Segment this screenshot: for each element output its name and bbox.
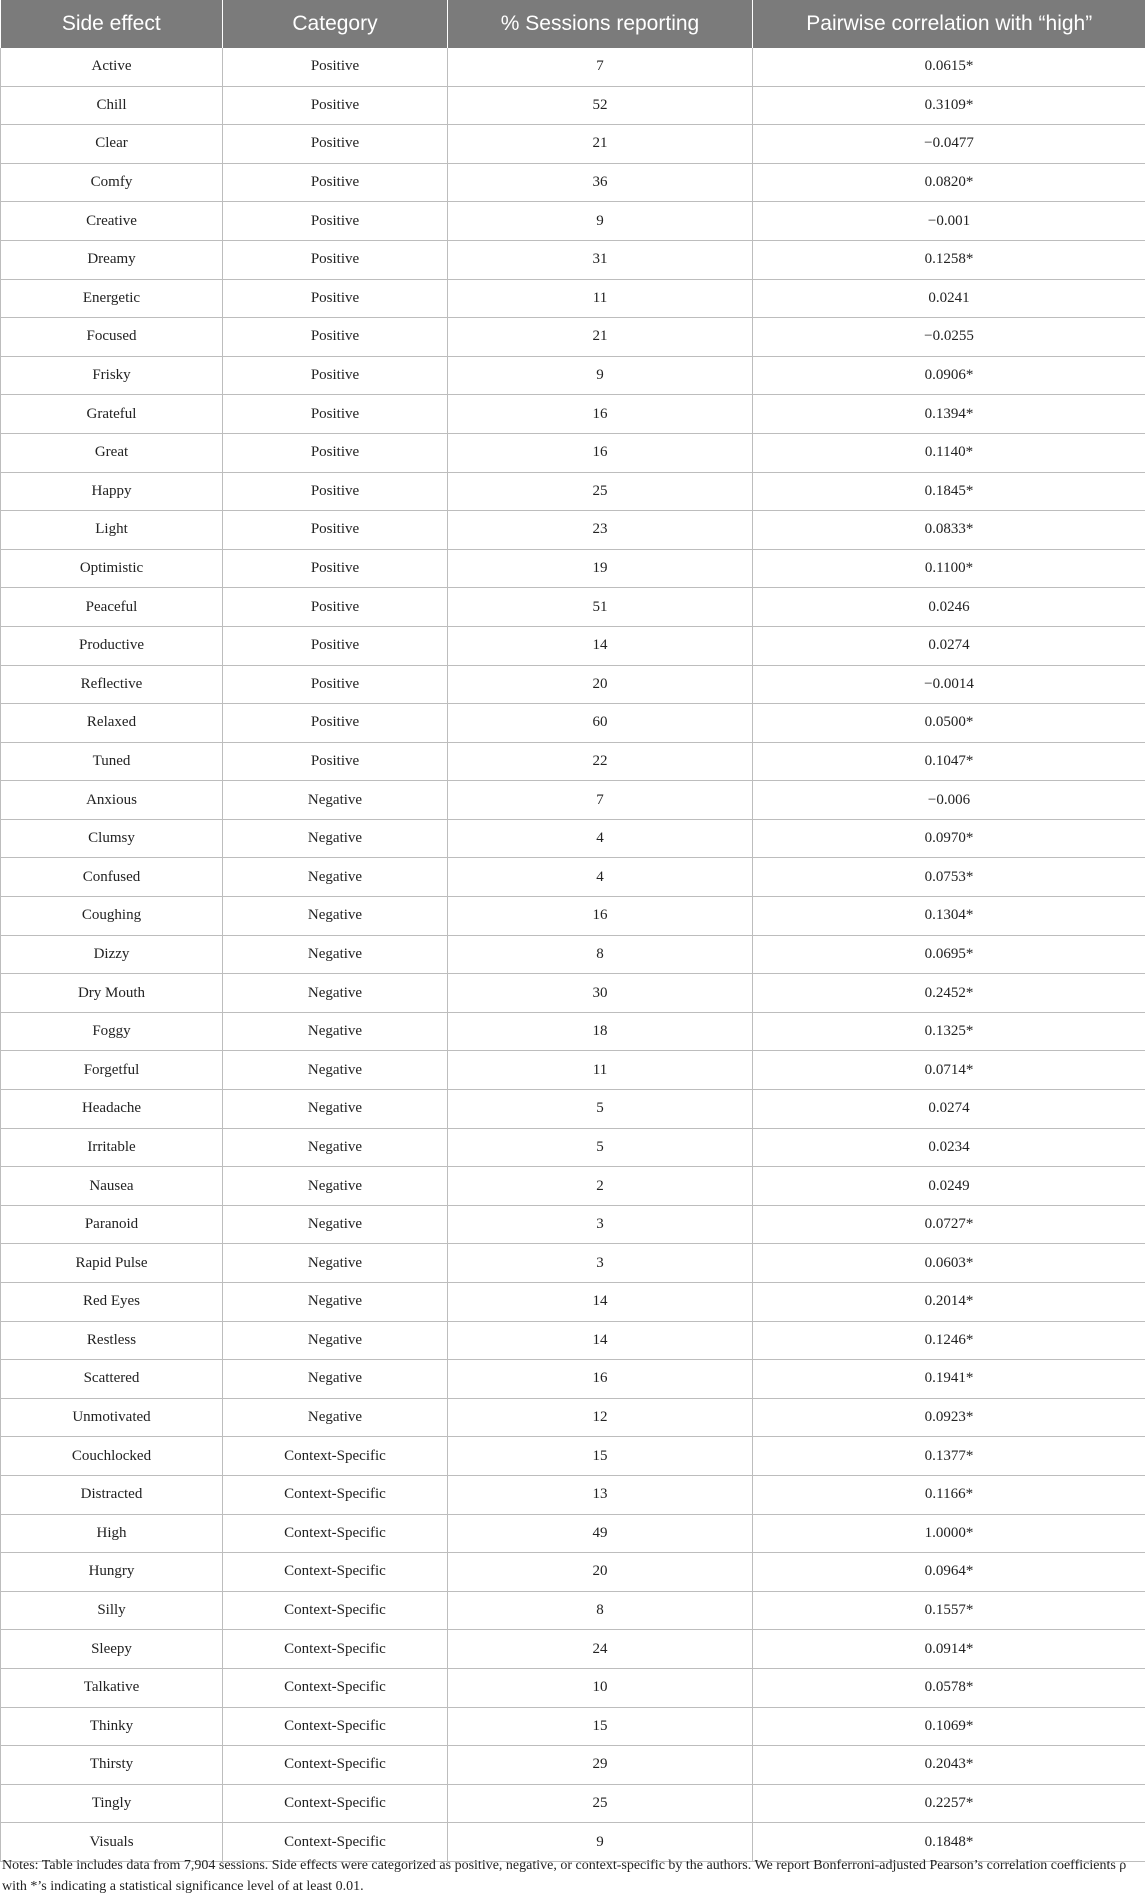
cell-correlation: 0.0615* [753, 48, 1145, 86]
cell-side-effect: Unmotivated [1, 1398, 223, 1437]
cell-side-effect: Optimistic [1, 549, 223, 588]
table-row [1, 704, 1145, 743]
cell-correlation: 0.0714* [753, 1051, 1145, 1090]
cell-correlation: 0.0274 [753, 1090, 1145, 1129]
cell-side-effect: Active [1, 48, 223, 86]
table-body [1, 48, 1145, 1861]
cell-side-effect: Headache [1, 1090, 223, 1129]
table-row [1, 1205, 1145, 1244]
cell-category: Negative [223, 1051, 448, 1090]
cell-correlation: 0.2014* [753, 1283, 1145, 1322]
cell-sessions-reporting: 14 [448, 626, 753, 665]
table-notes: Notes: Table includes data from 7,904 sessions. Side effects were categorized as positive, negative, or context-specific by the authors. We report Bonferroni-adjusted Pearson’s correlation coefficients ρ with *’s indicating a statistical significance level of at least 0.01. [2, 1858, 1127, 1894]
table-row [1, 1437, 1145, 1476]
table-row [1, 1475, 1145, 1514]
cell-sessions-reporting: 4 [448, 858, 753, 897]
cell-correlation: 0.2452* [753, 974, 1145, 1013]
table-row [1, 1244, 1145, 1283]
cell-category: Positive [223, 318, 448, 357]
cell-side-effect: Productive [1, 626, 223, 665]
table-row [1, 318, 1145, 357]
cell-category: Positive [223, 704, 448, 743]
cell-side-effect: Creative [1, 202, 223, 241]
cell-side-effect: Red Eyes [1, 1283, 223, 1322]
table-row [1, 433, 1145, 472]
table-row [1, 819, 1145, 858]
cell-category: Context-Specific [223, 1784, 448, 1823]
cell-side-effect: Sleepy [1, 1630, 223, 1669]
cell-side-effect: Thinky [1, 1707, 223, 1746]
cell-correlation: −0.001 [753, 202, 1145, 241]
table-row [1, 858, 1145, 897]
cell-side-effect: Relaxed [1, 704, 223, 743]
cell-category: Negative [223, 819, 448, 858]
cell-side-effect: Paranoid [1, 1205, 223, 1244]
table-row [1, 125, 1145, 164]
header-side-effect: Side effect [1, 0, 223, 48]
cell-side-effect: Energetic [1, 279, 223, 318]
cell-sessions-reporting: 52 [448, 86, 753, 125]
cell-correlation: 0.0820* [753, 163, 1145, 202]
cell-category: Positive [223, 125, 448, 164]
table-row [1, 1746, 1145, 1785]
cell-correlation: 0.2043* [753, 1746, 1145, 1785]
table-row [1, 240, 1145, 279]
cell-side-effect: Focused [1, 318, 223, 357]
cell-category: Positive [223, 665, 448, 704]
table-row [1, 48, 1145, 86]
cell-correlation: 0.1325* [753, 1012, 1145, 1051]
table-row [1, 974, 1145, 1013]
cell-correlation: 0.0914* [753, 1630, 1145, 1669]
table-row [1, 356, 1145, 395]
cell-correlation: 0.0246 [753, 588, 1145, 627]
cell-correlation: 0.0500* [753, 704, 1145, 743]
cell-sessions-reporting: 9 [448, 1823, 753, 1862]
cell-category: Context-Specific [223, 1823, 448, 1862]
table-row [1, 549, 1145, 588]
cell-sessions-reporting: 15 [448, 1707, 753, 1746]
table-row [1, 86, 1145, 125]
table-row [1, 472, 1145, 511]
cell-category: Negative [223, 1128, 448, 1167]
cell-category: Negative [223, 897, 448, 936]
table-row [1, 1630, 1145, 1669]
table-header [1, 0, 1145, 48]
table-row [1, 1167, 1145, 1206]
cell-sessions-reporting: 20 [448, 665, 753, 704]
cell-sessions-reporting: 14 [448, 1283, 753, 1322]
cell-side-effect: Comfy [1, 163, 223, 202]
cell-sessions-reporting: 3 [448, 1244, 753, 1283]
cell-correlation: 0.0578* [753, 1668, 1145, 1707]
cell-sessions-reporting: 15 [448, 1437, 753, 1476]
cell-correlation: 0.0727* [753, 1205, 1145, 1244]
cell-correlation: 0.1848* [753, 1823, 1145, 1862]
cell-category: Context-Specific [223, 1630, 448, 1669]
table-row [1, 1591, 1145, 1630]
cell-category: Context-Specific [223, 1514, 448, 1553]
cell-sessions-reporting: 24 [448, 1630, 753, 1669]
cell-correlation: 0.1246* [753, 1321, 1145, 1360]
cell-category: Positive [223, 549, 448, 588]
table-row [1, 1668, 1145, 1707]
cell-correlation: 0.1258* [753, 240, 1145, 279]
cell-correlation: 0.0249 [753, 1167, 1145, 1206]
cell-category: Negative [223, 1321, 448, 1360]
table-row [1, 202, 1145, 241]
cell-side-effect: Nausea [1, 1167, 223, 1206]
cell-sessions-reporting: 12 [448, 1398, 753, 1437]
cell-sessions-reporting: 3 [448, 1205, 753, 1244]
cell-category: Positive [223, 163, 448, 202]
cell-side-effect: Irritable [1, 1128, 223, 1167]
cell-side-effect: Rapid Pulse [1, 1244, 223, 1283]
cell-sessions-reporting: 60 [448, 704, 753, 743]
table-row [1, 1360, 1145, 1399]
cell-side-effect: Dizzy [1, 935, 223, 974]
cell-sessions-reporting: 16 [448, 897, 753, 936]
cell-sessions-reporting: 25 [448, 1784, 753, 1823]
cell-category: Positive [223, 588, 448, 627]
cell-sessions-reporting: 20 [448, 1553, 753, 1592]
cell-correlation: 0.1140* [753, 433, 1145, 472]
cell-category: Negative [223, 1012, 448, 1051]
cell-side-effect: Frisky [1, 356, 223, 395]
table-row [1, 395, 1145, 434]
cell-sessions-reporting: 5 [448, 1090, 753, 1129]
cell-side-effect: Hungry [1, 1553, 223, 1592]
cell-sessions-reporting: 29 [448, 1746, 753, 1785]
cell-category: Negative [223, 781, 448, 820]
table-row [1, 665, 1145, 704]
cell-side-effect: Talkative [1, 1668, 223, 1707]
cell-category: Positive [223, 395, 448, 434]
cell-sessions-reporting: 36 [448, 163, 753, 202]
cell-sessions-reporting: 4 [448, 819, 753, 858]
cell-correlation: 0.1047* [753, 742, 1145, 781]
cell-category: Positive [223, 472, 448, 511]
cell-side-effect: Light [1, 511, 223, 550]
cell-correlation: 0.1394* [753, 395, 1145, 434]
table-row [1, 588, 1145, 627]
cell-category: Context-Specific [223, 1591, 448, 1630]
cell-correlation: 0.0923* [753, 1398, 1145, 1437]
cell-sessions-reporting: 16 [448, 1360, 753, 1399]
cell-side-effect: Thirsty [1, 1746, 223, 1785]
table-row [1, 1707, 1145, 1746]
cell-sessions-reporting: 21 [448, 125, 753, 164]
cell-side-effect: Clear [1, 125, 223, 164]
cell-category: Negative [223, 1360, 448, 1399]
cell-category: Negative [223, 1090, 448, 1129]
cell-category: Positive [223, 626, 448, 665]
cell-correlation: −0.0014 [753, 665, 1145, 704]
header-category: Category [223, 0, 448, 48]
cell-side-effect: Great [1, 433, 223, 472]
cell-side-effect: Clumsy [1, 819, 223, 858]
cell-sessions-reporting: 16 [448, 395, 753, 434]
cell-category: Context-Specific [223, 1746, 448, 1785]
table-row [1, 1012, 1145, 1051]
cell-correlation: 0.1845* [753, 472, 1145, 511]
cell-correlation: 0.1941* [753, 1360, 1145, 1399]
table-row [1, 626, 1145, 665]
cell-side-effect: Restless [1, 1321, 223, 1360]
cell-side-effect: Confused [1, 858, 223, 897]
cell-category: Positive [223, 742, 448, 781]
cell-correlation: 0.0274 [753, 626, 1145, 665]
cell-correlation: 0.2257* [753, 1784, 1145, 1823]
header-row [1, 0, 1145, 48]
cell-category: Positive [223, 48, 448, 86]
cell-side-effect: Foggy [1, 1012, 223, 1051]
cell-category: Negative [223, 935, 448, 974]
table-row [1, 781, 1145, 820]
cell-sessions-reporting: 11 [448, 279, 753, 318]
table-row [1, 1051, 1145, 1090]
table-row [1, 1398, 1145, 1437]
cell-category: Negative [223, 974, 448, 1013]
cell-correlation: −0.0477 [753, 125, 1145, 164]
cell-category: Negative [223, 1167, 448, 1206]
cell-sessions-reporting: 8 [448, 935, 753, 974]
cell-side-effect: High [1, 1514, 223, 1553]
table-row [1, 1283, 1145, 1322]
cell-category: Context-Specific [223, 1553, 448, 1592]
cell-correlation: 0.0833* [753, 511, 1145, 550]
table-row [1, 897, 1145, 936]
cell-side-effect: Dreamy [1, 240, 223, 279]
table-row [1, 279, 1145, 318]
cell-sessions-reporting: 8 [448, 1591, 753, 1630]
cell-category: Positive [223, 511, 448, 550]
cell-sessions-reporting: 21 [448, 318, 753, 357]
cell-category: Negative [223, 1283, 448, 1322]
cell-correlation: 0.0234 [753, 1128, 1145, 1167]
cell-correlation: 0.0970* [753, 819, 1145, 858]
cell-correlation: 0.1304* [753, 897, 1145, 936]
cell-sessions-reporting: 9 [448, 202, 753, 241]
cell-correlation: 0.0906* [753, 356, 1145, 395]
cell-category: Positive [223, 240, 448, 279]
cell-correlation: 0.0695* [753, 935, 1145, 974]
cell-correlation: 0.1557* [753, 1591, 1145, 1630]
cell-side-effect: Dry Mouth [1, 974, 223, 1013]
table-row [1, 1784, 1145, 1823]
cell-category: Positive [223, 86, 448, 125]
table-row [1, 511, 1145, 550]
cell-side-effect: Scattered [1, 1360, 223, 1399]
cell-sessions-reporting: 25 [448, 472, 753, 511]
header-pairwise-correlation: Pairwise correlation with “high” [753, 0, 1145, 48]
cell-sessions-reporting: 19 [448, 549, 753, 588]
cell-sessions-reporting: 30 [448, 974, 753, 1013]
cell-sessions-reporting: 31 [448, 240, 753, 279]
table-row [1, 1090, 1145, 1129]
cell-side-effect: Coughing [1, 897, 223, 936]
cell-correlation: 0.0753* [753, 858, 1145, 897]
cell-sessions-reporting: 2 [448, 1167, 753, 1206]
table-row [1, 935, 1145, 974]
cell-sessions-reporting: 49 [448, 1514, 753, 1553]
cell-correlation: −0.0255 [753, 318, 1145, 357]
cell-side-effect: Couchlocked [1, 1437, 223, 1476]
cell-category: Context-Specific [223, 1707, 448, 1746]
cell-side-effect: Happy [1, 472, 223, 511]
cell-sessions-reporting: 10 [448, 1668, 753, 1707]
cell-side-effect: Distracted [1, 1475, 223, 1514]
cell-category: Positive [223, 356, 448, 395]
cell-side-effect: Visuals [1, 1823, 223, 1862]
cell-sessions-reporting: 7 [448, 781, 753, 820]
cell-category: Negative [223, 1398, 448, 1437]
cell-side-effect: Forgetful [1, 1051, 223, 1090]
cell-correlation: 1.0000* [753, 1514, 1145, 1553]
cell-sessions-reporting: 11 [448, 1051, 753, 1090]
cell-category: Positive [223, 279, 448, 318]
table-row [1, 163, 1145, 202]
cell-correlation: 0.1166* [753, 1475, 1145, 1514]
cell-category: Context-Specific [223, 1437, 448, 1476]
cell-category: Context-Specific [223, 1668, 448, 1707]
table-row [1, 1514, 1145, 1553]
cell-side-effect: Tingly [1, 1784, 223, 1823]
cell-side-effect: Reflective [1, 665, 223, 704]
cell-category: Negative [223, 858, 448, 897]
header-sessions-reporting: % Sessions reporting [448, 0, 753, 48]
cell-side-effect: Silly [1, 1591, 223, 1630]
cell-correlation: 0.3109* [753, 86, 1145, 125]
cell-side-effect: Peaceful [1, 588, 223, 627]
cell-sessions-reporting: 14 [448, 1321, 753, 1360]
cell-sessions-reporting: 51 [448, 588, 753, 627]
table-row [1, 1128, 1145, 1167]
cell-category: Negative [223, 1244, 448, 1283]
cell-category: Negative [223, 1205, 448, 1244]
cell-side-effect: Chill [1, 86, 223, 125]
cell-correlation: 0.1100* [753, 549, 1145, 588]
cell-correlation: −0.006 [753, 781, 1145, 820]
cell-sessions-reporting: 23 [448, 511, 753, 550]
cell-sessions-reporting: 16 [448, 433, 753, 472]
cell-correlation: 0.1377* [753, 1437, 1145, 1476]
cell-category: Positive [223, 202, 448, 241]
cell-correlation: 0.1069* [753, 1707, 1145, 1746]
cell-correlation: 0.0241 [753, 279, 1145, 318]
table-row [1, 742, 1145, 781]
cell-sessions-reporting: 13 [448, 1475, 753, 1514]
cell-correlation: 0.0964* [753, 1553, 1145, 1592]
cell-sessions-reporting: 18 [448, 1012, 753, 1051]
cell-side-effect: Anxious [1, 781, 223, 820]
cell-sessions-reporting: 5 [448, 1128, 753, 1167]
cell-sessions-reporting: 22 [448, 742, 753, 781]
cell-correlation: 0.0603* [753, 1244, 1145, 1283]
cell-sessions-reporting: 9 [448, 356, 753, 395]
cell-side-effect: Tuned [1, 742, 223, 781]
cell-side-effect: Grateful [1, 395, 223, 434]
cell-category: Context-Specific [223, 1475, 448, 1514]
cell-sessions-reporting: 7 [448, 48, 753, 86]
table-row [1, 1321, 1145, 1360]
cell-category: Positive [223, 433, 448, 472]
table-row [1, 1553, 1145, 1592]
